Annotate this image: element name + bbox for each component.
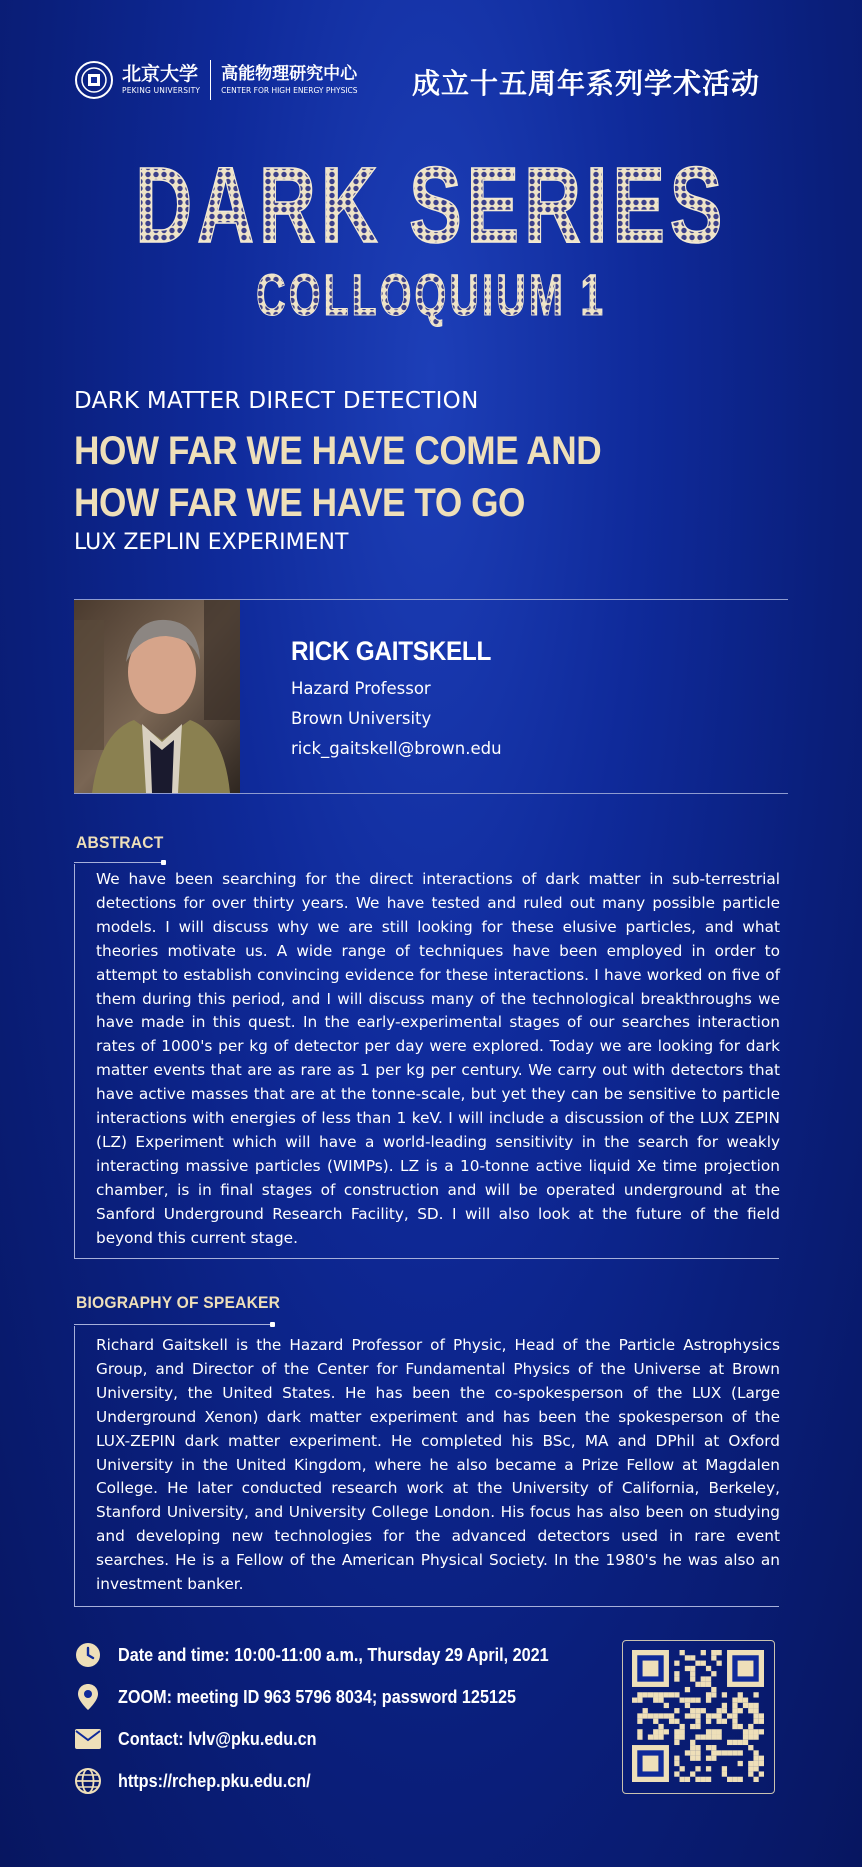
divider-bottom [74,793,788,794]
website-row [74,1766,332,1796]
website-link[interactable]: https://rchep.pku.edu.cn/ [118,1770,311,1791]
speaker-position: Hazard Professor [291,679,431,698]
talk-topic: DARK MATTER DIRECT DETECTION [74,388,479,414]
clock-icon [74,1641,102,1669]
center-name-cn: 高能物理研究中心 [221,63,358,84]
abstract-box-top [74,862,164,863]
qr-code [632,1650,764,1782]
pku-seal-icon [74,60,114,100]
university-logo [74,58,358,102]
envelope-icon [74,1725,102,1753]
pku-name-cn: 北京大学 [122,63,199,86]
experiment-name: LUX ZEPLIN EXPERIMENT [74,530,349,555]
series-title-graphic [0,150,862,330]
speaker-affiliation: Brown University [291,709,432,728]
speaker-name: RICK GAITSKELL [291,636,492,666]
logo-divider [210,60,211,100]
globe-icon [74,1767,102,1795]
series-title: DARK SERIES [135,150,727,265]
biography-box-top [74,1324,274,1325]
datetime-row [74,1640,597,1670]
abstract-heading: ABSTRACT [76,833,164,852]
speaker-photo [74,600,240,793]
anniversary-title: 成立十五周年系列学术活动 [412,67,761,100]
contact-text: Contact: lvlv@pku.edu.cn [118,1728,317,1749]
center-name-en: CENTER FOR HIGH ENERGY PHYSICS [221,85,358,95]
zoom-row [74,1682,560,1712]
contact-row [74,1724,339,1754]
series-subtitle: COLLOQUIUM 1 [256,263,606,328]
biography-heading: BIOGRAPHY OF SPEAKER [76,1293,281,1312]
datetime-text: Date and time: 10:00-11:00 a.m., Thursday 29 April, 2021 [118,1644,549,1665]
talk-title-line-2: HOW FAR WE HAVE TO GO [74,481,525,525]
zoom-text: ZOOM: meeting ID 963 5796 8034; password 125125 [118,1686,516,1707]
location-pin-icon [74,1683,102,1711]
abstract-text: We have been searching for the direct interactions of dark matter in sub-terrestrial detections for over thirty years. We have tested and ruled out many possible particle models. I will discuss why we are still looking for these elusive particles, and what theories motivate us. A wide range of techniques have been employed in order to attempt to establish convincing evidence for these interactions. I have worked on five of them during this period, and I will discuss many of the technological breakthroughs we have made in this quest. In the early-experimental stages of our searches interaction rates of 1000's per kg of detector per day were explored. Today we are looking for dark matter events that are as rare as 1 per kg per century. We carry out with detectors that have active masses that are at the tonne-scale, but yet they can be sensitive to particle interactions with energies of less than 1 keV. I will include a discussion of the LUX ZEPIN (LZ) Experiment which will have a world-leading sensitivity in the search for weakly interacting massive particles (WIMPs). LZ is a 10-tonne active liquid Xe time projection chamber, is in final stages of construction and will be operated underground at the Sanford Underground Research Facility, SD. I will also look at the future of the field beyond this current stage. [96,870,780,1247]
biography-text: Richard Gaitskell is the Hazard Professor of Physic, Head of the Particle Astrophysics Group, and Director of the Center for Fundamental Physics of the Universe at Brown University, the United States. He has been the co-spokesperson of the LUX (Large Underground Xenon) dark matter experiment and has been the spokesperson of the LUX-ZEPIN dark matter experiment. He completed his BSc, MA and DPhil at Oxford University in the United Kingdom, where he also became a Prize Fellow at Magdalen College. He later conducted research work at the University of California, Berkeley, Stanford University, and University College London. His focus has also been on studying and developing new technologies for the advanced detectors used in rare event searches. He is a Fellow of the American Physical Society. In the 1980's he was also an investment banker. [96,1336,780,1594]
talk-title [74,425,601,529]
speaker-email: rick_gaitskell@brown.edu [291,739,502,758]
pku-name-en: PEKING UNIVERSITY [122,86,201,96]
talk-title-line-1: HOW FAR WE HAVE COME AND [74,429,602,473]
